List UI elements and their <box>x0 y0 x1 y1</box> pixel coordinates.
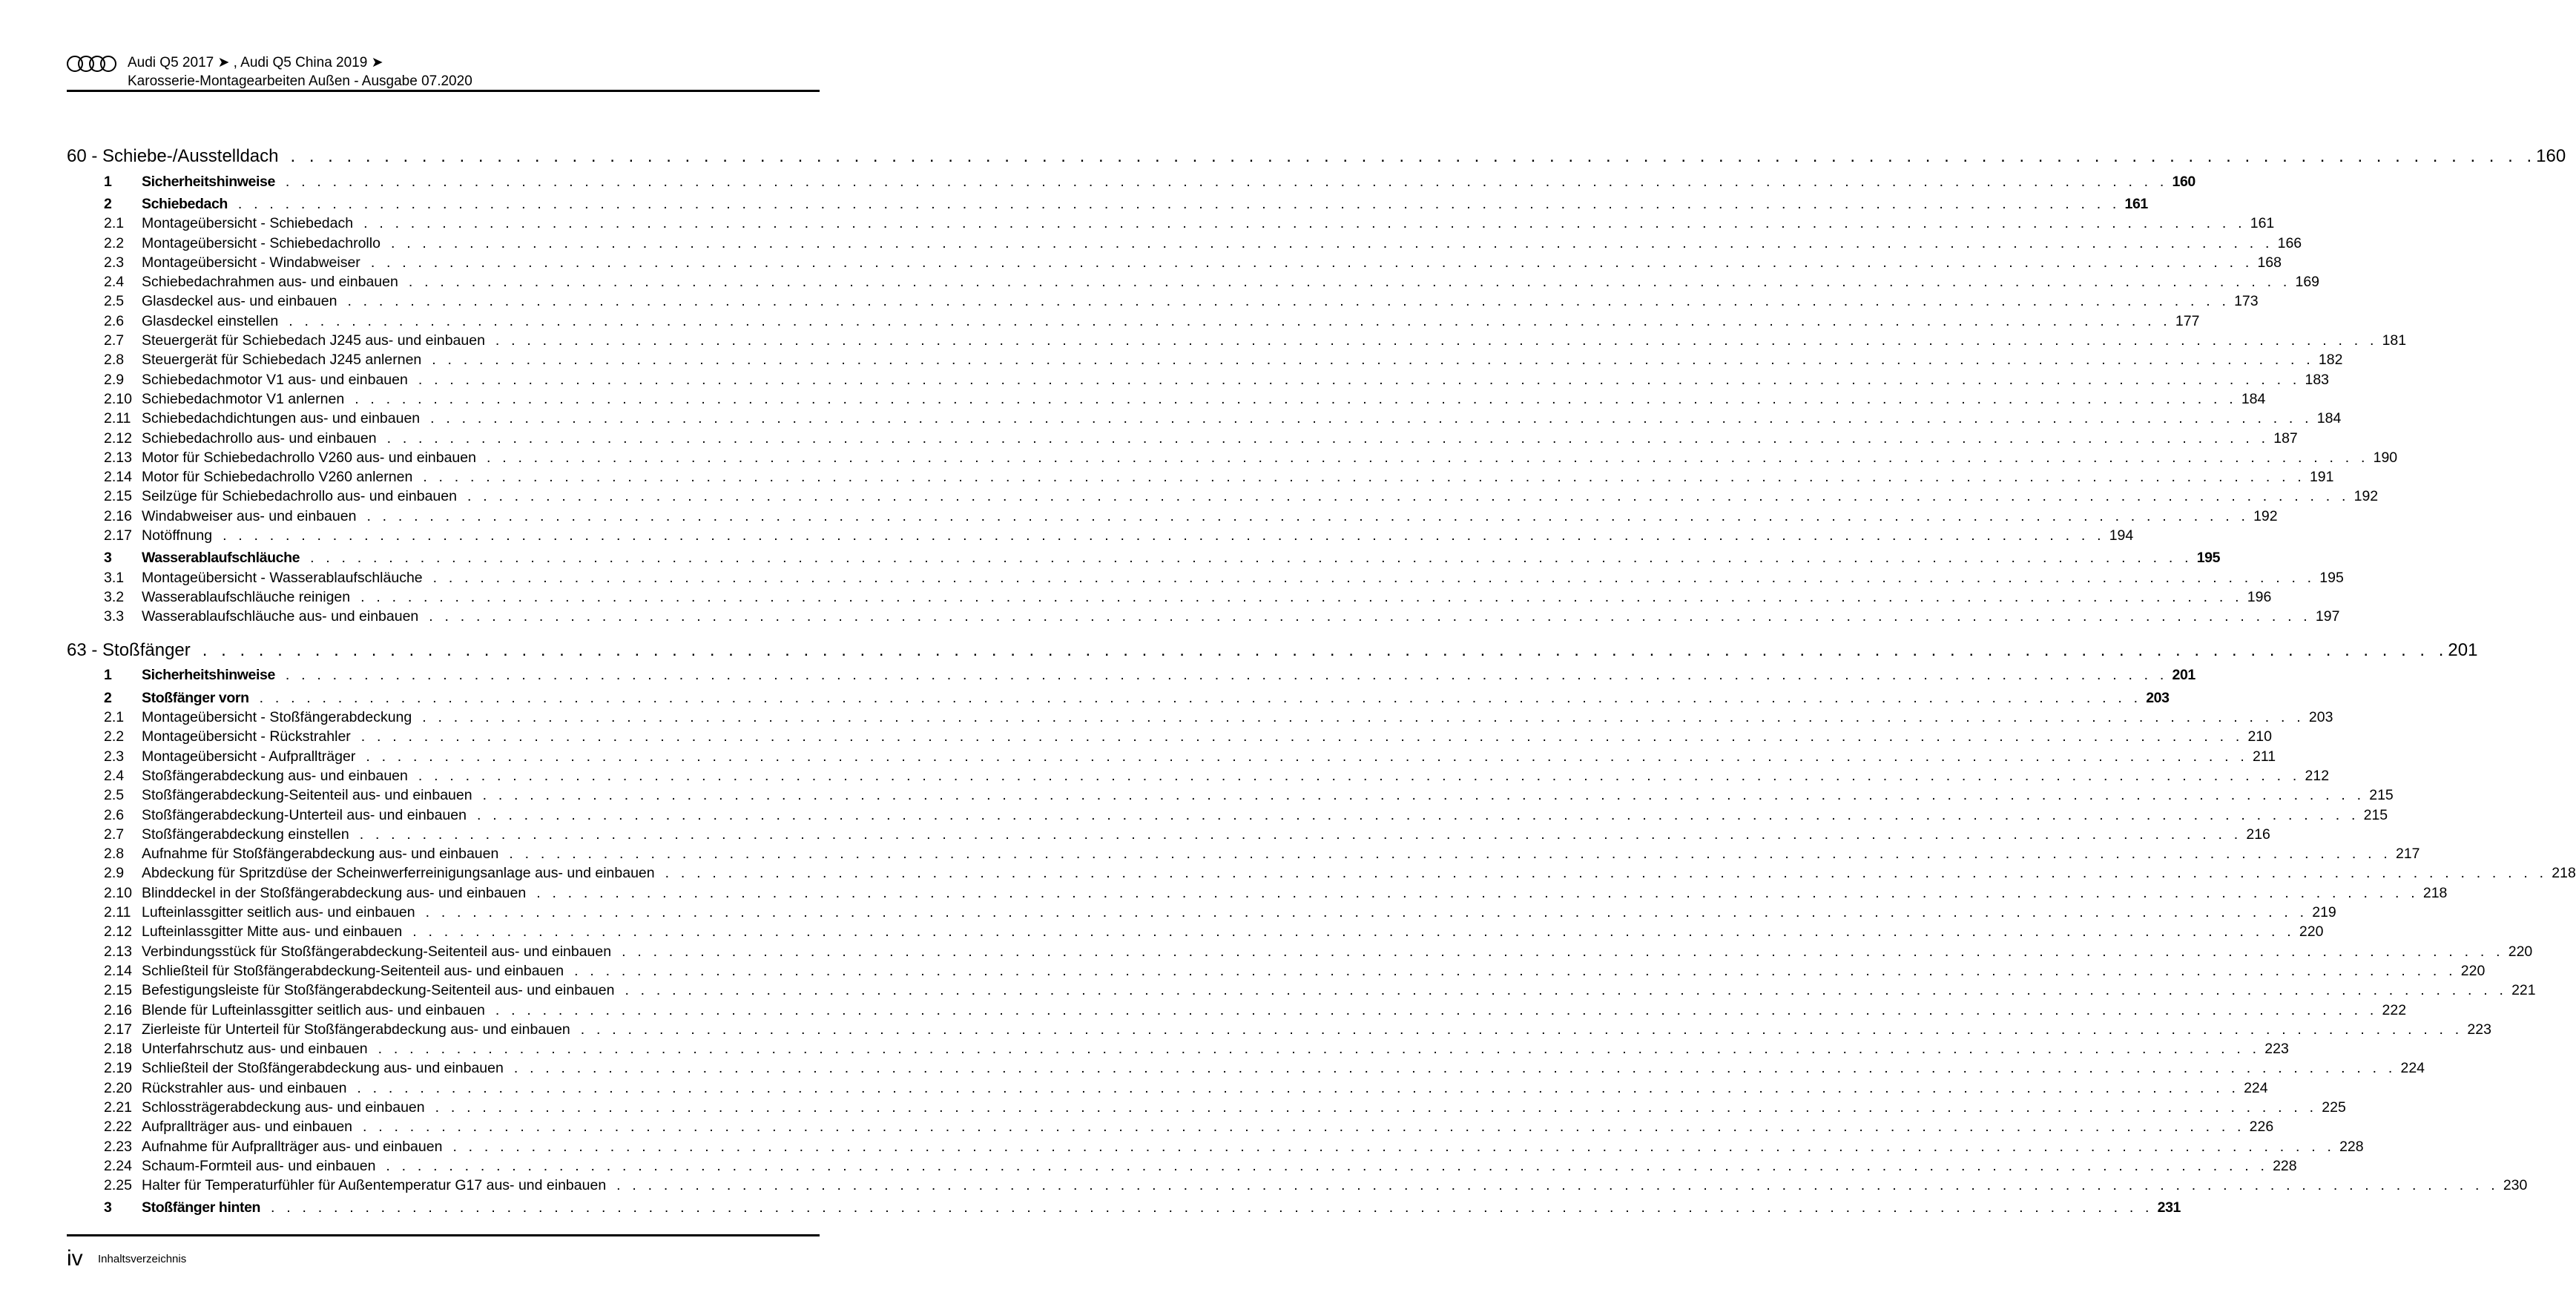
dot-leader: . . . . . . . . . . . . . . . . . . . . . . . . . . . . . . . . . . . . . . . . . . . . . . . . . . . . . . . . . . . . . . . . . . . . . . . . . . . . . . . . . . . . . . . . . . . . . . . . . . . . . . . . . . . . . . . . . . . . . . . . <box>378 1041 2261 1058</box>
footer-label: Inhaltsverzeichnis <box>98 1253 187 1265</box>
dot-leader: . . . . . . . . . . . . . . . . . . . . . . . . . . . . . . . . . . . . . . . . . . . . . . . . . . . . . . . . . . . . . . . . . . . . . . . . . . . . . . . . . . . . . . . . . . . . . . . . . . . . . . . . . . . . . . . . . . . . . . . . <box>467 488 2350 505</box>
entry-page: 191 <box>2309 469 2334 486</box>
entry-page: 195 <box>2196 550 2221 567</box>
entry-number: 2.8 <box>104 846 125 863</box>
dot-leader: . . . . . . . . . . . . . . . . . . . . . . . . . . . . . . . . . . . . . . . . . . . . . . . . . . . . . . . . . . . . . . . . . . . . . . . . . . . . . . . . . . . . . . . . . . . . . . . . . . . . . . . . . . . . . . . . . . . . . . . . <box>357 1079 2240 1096</box>
entry-page: 211 <box>2252 748 2276 765</box>
entry-number: 2 <box>104 689 112 706</box>
entry-number: 2.12 <box>104 429 132 447</box>
entry-page: 215 <box>2363 806 2388 823</box>
toc-section[interactable] <box>67 194 2148 214</box>
entry-number: 1 <box>104 667 112 684</box>
entry-number: 2.9 <box>104 865 125 882</box>
entry-number: 3.1 <box>104 569 125 586</box>
entry-number: 2.4 <box>104 274 125 291</box>
entry-page: 210 <box>2247 728 2272 745</box>
dot-leader: . . . . . . . . . . . . . . . . . . . . . . . . . . . . . . . . . . . . . . . . . . . . . . . . . . . . . . . . . . . . . . . . . . . . . . . . . . . . . . . . . . . . . . . . . . . . . . . . . . . . . . . . . . . . . . . . . . . . . . . . <box>665 865 2548 882</box>
toc-entry[interactable] <box>67 825 2270 844</box>
dot-leader: . . . . . . . . . . . . . . . . . . . . . . . . . . . . . . . . . . . . . . . . . . . . . . . . . . . . . . . . . . . . . . . . . . . . . . . . . . . . . . . . . . . . . . . . . . . . . . . . . . . . . . . . . . . . . . . . . . . . . . . . <box>271 1199 2153 1216</box>
entry-page: 183 <box>2305 371 2330 388</box>
toc-entry[interactable] <box>67 1039 2289 1058</box>
entry-number: 2.13 <box>104 449 132 466</box>
toc-section[interactable] <box>67 666 2195 685</box>
entry-title: Schiebedachmotor V1 aus- und einbauen <box>142 371 408 388</box>
toc-entry[interactable] <box>67 1156 2297 1176</box>
entry-number: 2.18 <box>104 1041 132 1058</box>
toc-entry[interactable] <box>67 747 2276 766</box>
dot-leader: . . . . . . . . . . . . . . . . . . . . . . . . . . . . . . . . . . . . . . . . . . . . . . . . . . . . . . . . . . . . . . . . . . . . . . . . . . . . . . . . . . . . . . . . . . . . . . . . . . . . . . . . . . . . . . . . . . . . . . . . <box>536 884 2419 901</box>
toc-entry[interactable] <box>67 487 2379 507</box>
entry-title: Abdeckung für Spritzdüse der Scheinwerferreinigungsanlage aus- und einbauen <box>142 865 655 882</box>
entry-page: 223 <box>2467 1021 2491 1038</box>
entry-page: 203 <box>2308 709 2333 726</box>
entry-page: 192 <box>2253 507 2278 524</box>
entry-number: 2.2 <box>104 234 125 251</box>
entry-title: Montageübersicht - Aufprallträger <box>142 748 356 765</box>
entry-page: 231 <box>2157 1199 2181 1216</box>
toc-entry[interactable] <box>67 806 2388 825</box>
entry-page: 192 <box>2353 488 2379 505</box>
entry-page: 224 <box>2244 1079 2268 1096</box>
entry-number: 2.11 <box>104 410 131 427</box>
entry-title: Montageübersicht - Schiebedach <box>142 215 354 232</box>
entry-number: 2.20 <box>104 1079 132 1096</box>
entry-page: 177 <box>2175 312 2200 329</box>
entry-number: 3 <box>104 1199 112 1216</box>
toc-entry[interactable] <box>67 864 2576 883</box>
entry-number: 2.3 <box>104 748 125 765</box>
entry-number: 2.22 <box>104 1119 132 1136</box>
entry-page: 203 <box>2146 689 2170 706</box>
entry-title: Verbindungsstück für Stoßfängerabdeckung-Seitenteil aus- und einbauen <box>142 943 612 960</box>
toc-entry[interactable] <box>67 526 2134 545</box>
entry-number: 2.21 <box>104 1099 132 1116</box>
entry-number: 2.14 <box>104 469 132 486</box>
dot-leader: . . . . . . . . . . . . . . . . . . . . . . . . . . . . . . . . . . . . . . . . . . . . . . . . . . . . . . . . . . . . . . . . . . . . . . . . . . . . . . . . . . . . . . . . . . . . . . . . . . . . . . . . . . . . . . . . . . . . . . . . <box>580 1021 2463 1038</box>
entry-page: 220 <box>2299 923 2324 941</box>
entry-title: Befestigungsleiste für Stoßfängerabdeckung-Seitenteil aus- und einbauen <box>142 982 615 999</box>
toc-entry[interactable] <box>67 607 2340 627</box>
dot-leader: . . . . . . . . . . . . . . . . . . . . . . . . . . . . . . . . . . . . . . . . . . . . . . . . . . . . . . . . . . . . . . . . . . . . . . . . . . . . . . . . . . . . . . . . . . . . . . . . . . . . . . . . . . . . . . . . . . . . . . . . <box>486 449 2369 466</box>
dot-leader: . . . . . . . . . . . . . . . . . . . . . . . . . . . . . . . . . . . . . . . . . . . . . . . . . . . . . . . . . . . . . . . . . . . . . . . . . . . . . . . . . . . . . . . . . . . . . . . . . . . . . . . . . . . . . . . . . . . . . . . . <box>370 254 2253 271</box>
entry-page: 228 <box>2273 1157 2297 1174</box>
toc-entry[interactable] <box>67 1098 2346 1117</box>
entry-page: 166 <box>2277 234 2302 251</box>
entry-number: 2.4 <box>104 767 125 784</box>
toc-entry[interactable] <box>67 1118 2274 1137</box>
entry-title: Aufnahme für Aufprallträger aus- und einbauen <box>142 1138 443 1155</box>
entry-title: Steuergerät für Schiebedach J245 anlernen <box>142 352 422 369</box>
entry-title: Motor für Schiebedachrollo V260 anlernen <box>142 469 413 486</box>
entry-number: 2.1 <box>104 215 125 232</box>
entry-number: 2.2 <box>104 728 125 745</box>
dot-leader: . . . . . . . . . . . . . . . . . . . . . . . . . . . . . . . . . . . . . . . . . . . . . . . . . . . . . . . . . . . . . . . . . . . . . . . . . . . . . . . . . . . . . . . . . . . . . . . . . . . . . . . . . . . . . . . . . . . . . . . . <box>290 146 2537 166</box>
toc-entry[interactable] <box>67 389 2266 409</box>
entry-number: 2.1 <box>104 709 125 726</box>
dot-leader: . . . . . . . . . . . . . . . . . . . . . . . . . . . . . . . . . . . . . . . . . . . . . . . . . . . . . . . . . . . . . . . . . . . . . . . . . . . . . . . . . . . . . . . . . . . . . . . . . . . . . . . . . . . . . . . . . . . . . . . . <box>363 1119 2245 1136</box>
entry-page: 224 <box>2400 1060 2425 1077</box>
entry-page: 161 <box>2250 215 2275 232</box>
entry-title: Lufteinlassgitter seitlich aus- und einbauen <box>142 904 415 921</box>
footer-page-number: iv <box>67 1246 83 1271</box>
dot-leader: . . . . . . . . . . . . . . . . . . . . . . . . . . . . . . . . . . . . . . . . . . . . . . . . . . . . . . . . . . . . . . . . . . . . . . . . . . . . . . . . . . . . . . . . . . . . . . . . . . . . . . . . . . . . . . . . . . . . . . . . <box>285 173 2168 190</box>
entry-number: 3.2 <box>104 588 125 605</box>
entry-title: Stoßfänger hinten <box>142 1199 261 1216</box>
dot-leader: . . . . . . . . . . . . . . . . . . . . . . . . . . . . . . . . . . . . . . . . . . . . . . . . . . . . . . . . . . . . . . . . . . . . . . . . . . . . . . . . . . . . . . . . . . . . . . . . . . . . . . . . . . . . . . . . . . . . . . . . <box>616 1177 2499 1194</box>
toc-entry[interactable] <box>67 961 2486 981</box>
dot-leader: . . . . . . . . . . . . . . . . . . . . . . . . . . . . . . . . . . . . . . . . . . . . . . . . . . . . . . . . . . . . . . . . . . . . . . . . . . . . . . . . . . . . . . . . . . . . . . . . . . . . . . . . . . . . . . . . . . . . . . . . <box>452 1138 2336 1155</box>
entry-title: Aufnahme für Stoßfängerabdeckung aus- und einbauen <box>142 846 499 863</box>
entry-number: 2.11 <box>104 904 131 921</box>
entry-number: 2.12 <box>104 923 132 941</box>
entry-page: 194 <box>2109 527 2134 544</box>
entry-page: 218 <box>2552 865 2576 882</box>
dot-leader: . . . . . . . . . . . . . . . . . . . . . . . . . . . . . . . . . . . . . . . . . . . . . . . . . . . . . . . . . . . . . . . . . . . . . . . . . . . . . . . . . . . . . . . . . . . . . . . . . . . . . . . . . . . . . . . . . . . . . . . . <box>430 410 2313 427</box>
dot-leader: . . . . . . . . . . . . . . . . . . . . . . . . . . . . . . . . . . . . . . . . . . . . . . . . . . . . . . . . . . . . . . . . . . . . . . . . . . . . . . . . . . . . . . . . . . . . . . . . . . . . . . . . . . . . . . . . . . . . . . . . <box>513 1060 2397 1077</box>
toc-entry[interactable] <box>67 253 2282 272</box>
dot-leader: . . . . . . . . . . . . . . . . . . . . . . . . . . . . . . . . . . . . . . . . . . . . . . . . . . . . . . . . . . . . . . . . . . . . . . . . . . . . . . . . . . . . . . . . . . . . . . . . . . . . . . . . . . . . . . . . . . . . . . . . <box>622 943 2504 960</box>
dot-leader: . . . . . . . . . . . . . . . . . . . . . . . . . . . . . . . . . . . . . . . . . . . . . . . . . . . . . . . . . . . . . . . . . . . . . . . . . . . . . . . . . . . . . . . . . . . . . . . . . . . . . . . . . . . . . . . . . . . . . . . . <box>418 371 2301 388</box>
entry-title: Notöffnung <box>142 527 213 544</box>
dot-leader: . . . . . . . . . . . . . . . . . . . . . . . . . . . . . . . . . . . . . . . . . . . . . . . . . . . . . . . . . . . . . . . . . . . . . . . . . . . . . . . . . . . . . . . . . . . . . . . . . . . . . . . . . . . . . . . . . . . . . . . . <box>423 469 2305 486</box>
entry-number: 2.16 <box>104 1001 132 1018</box>
dot-leader: . . . . . . . . . . . . . . . . . . . . . . . . . . . . . . . . . . . . . . . . . . . . . . . . . . . . . . . . . . . . . . . . . . . . . . . . . . . . . . . . . . . . . . . . . . . . . . . . . . . . . . . . . . . . . . . . . . . . . . . . <box>202 639 2448 660</box>
entry-page: 160 <box>2172 173 2195 190</box>
dot-leader: . . . . . . . . . . . . . . . . . . . . . . . . . . . . . . . . . . . . . . . . . . . . . . . . . . . . . . . . . . . . . . . . . . . . . . . . . . . . . . . . . . . . . . . . . . . . . . . . . . . . . . . . . . . . . . . . . . . . . . . . <box>425 904 2308 921</box>
entry-title: Stoßfänger vorn <box>142 689 249 706</box>
entry-title: Lufteinlassgitter Mitte aus- und einbauen <box>142 923 403 941</box>
entry-title: Unterfahrschutz aus- und einbauen <box>142 1041 368 1058</box>
entry-title: Wasserablaufschläuche aus- und einbauen <box>142 608 419 625</box>
toc-entry[interactable] <box>67 409 2342 429</box>
entry-title: Rückstrahler aus- und einbauen <box>142 1079 347 1096</box>
header-divider <box>67 90 820 92</box>
entry-number: 2.7 <box>104 332 125 349</box>
entry-page: 201 <box>2172 667 2195 684</box>
entry-number: 2.15 <box>104 488 132 505</box>
entry-page: 230 <box>2503 1177 2528 1194</box>
entry-page: 215 <box>2369 787 2394 804</box>
entry-title: Montageübersicht - Windabweiser <box>142 254 360 271</box>
entry-number: 2.5 <box>104 787 125 804</box>
entry-title: Stoßfängerabdeckung-Seitenteil aus- und einbauen <box>142 787 472 804</box>
toc-entry[interactable] <box>67 370 2330 389</box>
entry-title: Schiebedachmotor V1 anlernen <box>142 390 345 407</box>
dot-leader: . . . . . . . . . . . . . . . . . . . . . . . . . . . . . . . . . . . . . . . . . . . . . . . . . . . . . . . . . . . . . . . . . . . . . . . . . . . . . . . . . . . . . . . . . . . . . . . . . . . . . . . . . . . . . . . . . . . . . . . . <box>432 352 2314 369</box>
dot-leader: . . . . . . . . . . . . . . . . . . . . . . . . . . . . . . . . . . . . . . . . . . . . . . . . . . . . . . . . . . . . . . . . . . . . . . . . . . . . . . . . . . . . . . . . . . . . . . . . . . . . . . . . . . . . . . . . . . . . . . . . <box>509 846 2391 863</box>
toc-entry[interactable] <box>67 942 2533 961</box>
dot-leader: . . . . . . . . . . . . . . . . . . . . . . . . . . . . . . . . . . . . . . . . . . . . . . . . . . . . . . . . . . . . . . . . . . . . . . . . . . . . . . . . . . . . . . . . . . . . . . . . . . . . . . . . . . . . . . . . . . . . . . . . <box>347 293 2230 310</box>
toc-section[interactable] <box>67 1199 2181 1218</box>
toc-entry[interactable] <box>67 1020 2491 1039</box>
entry-number: 2.7 <box>104 826 125 843</box>
toc-entry[interactable] <box>67 448 2398 467</box>
toc-entry[interactable] <box>67 883 2448 903</box>
table-of-contents <box>67 144 2576 1218</box>
toc-entry[interactable] <box>67 1176 2528 1196</box>
entry-title: Montageübersicht - Wasserablaufschläuche <box>142 569 423 586</box>
entry-page: 225 <box>2322 1099 2346 1116</box>
dot-leader: . . . . . . . . . . . . . . . . . . . . . . . . . . . . . . . . . . . . . . . . . . . . . . . . . . . . . . . . . . . . . . . . . . . . . . . . . . . . . . . . . . . . . . . . . . . . . . . . . . . . . . . . . . . . . . . . . . . . . . . . <box>310 550 2193 567</box>
entry-title: Stoßfängerabdeckung aus- und einbauen <box>142 767 408 784</box>
entry-title: Aufprallträger aus- und einbauen <box>142 1119 353 1136</box>
dot-leader: . . . . . . . . . . . . . . . . . . . . . . . . . . . . . . . . . . . . . . . . . . . . . . . . . . . . . . . . . . . . . . . . . . . . . . . . . . . . . . . . . . . . . . . . . . . . . . . . . . . . . . . . . . . . . . . . . . . . . . . . <box>359 826 2242 843</box>
entry-title: Montageübersicht - Schiebedachrollo <box>142 234 381 251</box>
dot-leader: . . . . . . . . . . . . . . . . . . . . . . . . . . . . . . . . . . . . . . . . . . . . . . . . . . . . . . . . . . . . . . . . . . . . . . . . . . . . . . . . . . . . . . . . . . . . . . . . . . . . . . . . . . . . . . . . . . . . . . . . <box>386 429 2270 447</box>
entry-title: Halter für Temperaturfühler für Außentemperatur G17 aus- und einbauen <box>142 1177 607 1194</box>
toc-entry[interactable] <box>67 766 2330 785</box>
entry-title: Montageübersicht - Stoßfängerabdeckung <box>142 709 412 726</box>
toc-entry[interactable] <box>67 429 2298 448</box>
footer-divider <box>67 1234 820 1236</box>
toc-entry[interactable] <box>67 1078 2268 1098</box>
entry-page: 182 <box>2318 352 2343 369</box>
toc-entry[interactable] <box>67 467 2334 487</box>
entry-page: 161 <box>2124 195 2148 212</box>
dot-leader: . . . . . . . . . . . . . . . . . . . . . . . . . . . . . . . . . . . . . . . . . . . . . . . . . . . . . . . . . . . . . . . . . . . . . . . . . . . . . . . . . . . . . . . . . . . . . . . . . . . . . . . . . . . . . . . . . . . . . . . . <box>366 748 2248 765</box>
entry-title: Schließteil für Stoßfängerabdeckung-Seitenteil aus- und einbauen <box>142 962 564 979</box>
entry-title: Schiebedachrahmen aus- und einbauen <box>142 274 398 291</box>
entry-page: 222 <box>2382 1001 2407 1018</box>
entry-number: 3.3 <box>104 608 125 625</box>
entry-page: 181 <box>2382 332 2407 349</box>
dot-leader: . . . . . . . . . . . . . . . . . . . . . . . . . . . . . . . . . . . . . . . . . . . . . . . . . . . . . . . . . . . . . . . . . . . . . . . . . . . . . . . . . . . . . . . . . . . . . . . . . . . . . . . . . . . . . . . . . . . . . . . . <box>412 923 2295 941</box>
entry-number: 2.25 <box>104 1177 132 1194</box>
toc-entry[interactable] <box>67 214 2275 234</box>
entry-number: 2.9 <box>104 371 125 388</box>
entry-title: Glasdeckel aus- und einbauen <box>142 293 337 310</box>
toc-section[interactable] <box>67 549 2221 568</box>
toc-entry[interactable] <box>67 728 2272 747</box>
dot-leader: . . . . . . . . . . . . . . . . . . . . . . . . . . . . . . . . . . . . . . . . . . . . . . . . . . . . . . . . . . . . . . . . . . . . . . . . . . . . . . . . . . . . . . . . . . . . . . . . . . . . . . . . . . . . . . . . . . . . . . . . <box>360 588 2243 605</box>
entry-title: Sicherheitshinweise <box>142 173 275 190</box>
header-manual-title: Karosserie-Montagearbeiten Außen - Ausgabe 07.2020 <box>128 73 472 89</box>
dot-leader: . . . . . . . . . . . . . . . . . . . . . . . . . . . . . . . . . . . . . . . . . . . . . . . . . . . . . . . . . . . . . . . . . . . . . . . . . . . . . . . . . . . . . . . . . . . . . . . . . . . . . . . . . . . . . . . . . . . . . . . . <box>574 962 2457 979</box>
dot-leader: . . . . . . . . . . . . . . . . . . . . . . . . . . . . . . . . . . . . . . . . . . . . . . . . . . . . . . . . . . . . . . . . . . . . . . . . . . . . . . . . . . . . . . . . . . . . . . . . . . . . . . . . . . . . . . . . . . . . . . . . <box>363 215 2246 232</box>
toc-entry[interactable] <box>67 708 2333 727</box>
dot-leader: . . . . . . . . . . . . . . . . . . . . . . . . . . . . . . . . . . . . . . . . . . . . . . . . . . . . . . . . . . . . . . . . . . . . . . . . . . . . . . . . . . . . . . . . . . . . . . . . . . . . . . . . . . . . . . . . . . . . . . . . <box>386 1157 2269 1174</box>
entry-number: 2 <box>104 195 112 212</box>
dot-leader: . . . . . . . . . . . . . . . . . . . . . . . . . . . . . . . . . . . . . . . . . . . . . . . . . . . . . . . . . . . . . . . . . . . . . . . . . . . . . . . . . . . . . . . . . . . . . . . . . . . . . . . . . . . . . . . . . . . . . . . . <box>495 1001 2378 1018</box>
chapter-title: 63 - Stoßfänger <box>67 639 191 660</box>
entry-title: Schließteil der Stoßfängerabdeckung aus- und einbauen <box>142 1060 504 1077</box>
entry-number: 2.3 <box>104 254 125 271</box>
dot-leader: . . . . . . . . . . . . . . . . . . . . . . . . . . . . . . . . . . . . . . . . . . . . . . . . . . . . . . . . . . . . . . . . . . . . . . . . . . . . . . . . . . . . . . . . . . . . . . . . . . . . . . . . . . . . . . . . . . . . . . . . <box>366 507 2250 524</box>
entry-number: 2.17 <box>104 1021 132 1038</box>
audi-rings-logo <box>67 55 117 73</box>
entry-number: 2.17 <box>104 527 132 544</box>
dot-leader: . . . . . . . . . . . . . . . . . . . . . . . . . . . . . . . . . . . . . . . . . . . . . . . . . . . . . . . . . . . . . . . . . . . . . . . . . . . . . . . . . . . . . . . . . . . . . . . . . . . . . . . . . . . . . . . . . . . . . . . . <box>476 806 2359 823</box>
toc-entry[interactable] <box>67 981 2536 1001</box>
entry-number: 2.24 <box>104 1157 132 1174</box>
entry-title: Blinddeckel in der Stoßfängerabdeckung aus- und einbauen <box>142 884 527 901</box>
entry-title: Wasserablaufschläuche <box>142 550 300 567</box>
chapter-heading[interactable] <box>67 638 2478 663</box>
chapter-heading[interactable] <box>67 144 2566 169</box>
dot-leader: . . . . . . . . . . . . . . . . . . . . . . . . . . . . . . . . . . . . . . . . . . . . . . . . . . . . . . . . . . . . . . . . . . . . . . . . . . . . . . . . . . . . . . . . . . . . . . . . . . . . . . . . . . . . . . . . . . . . . . . . <box>408 274 2291 291</box>
dot-leader: . . . . . . . . . . . . . . . . . . . . . . . . . . . . . . . . . . . . . . . . . . . . . . . . . . . . . . . . . . . . . . . . . . . . . . . . . . . . . . . . . . . . . . . . . . . . . . . . . . . . . . . . . . . . . . . . . . . . . . . . <box>237 195 2121 212</box>
toc-entry[interactable] <box>67 587 2272 607</box>
entry-page: 187 <box>2273 429 2298 447</box>
entry-title: Schiebedach <box>142 195 228 212</box>
entry-title: Stoßfängerabdeckung-Unterteil aus- und einbauen <box>142 806 467 823</box>
entry-title: Seilzüge für Schiebedachrollo aus- und einbauen <box>142 488 457 505</box>
dot-leader: . . . . . . . . . . . . . . . . . . . . . . . . . . . . . . . . . . . . . . . . . . . . . . . . . . . . . . . . . . . . . . . . . . . . . . . . . . . . . . . . . . . . . . . . . . . . . . . . . . . . . . . . . . . . . . . . . . . . . . . . <box>259 689 2142 706</box>
toc-entry[interactable] <box>67 568 2344 587</box>
entry-page: 169 <box>2295 274 2320 291</box>
chapter-page: 160 <box>2536 146 2566 166</box>
dot-leader: . . . . . . . . . . . . . . . . . . . . . . . . . . . . . . . . . . . . . . . . . . . . . . . . . . . . . . . . . . . . . . . . . . . . . . . . . . . . . . . . . . . . . . . . . . . . . . . . . . . . . . . . . . . . . . . . . . . . . . . . <box>625 982 2508 999</box>
chapter-page: 201 <box>2448 639 2478 660</box>
entry-number: 2.19 <box>104 1060 132 1077</box>
toc-entry[interactable] <box>67 292 2259 312</box>
entry-number: 1 <box>104 173 112 190</box>
chapter-title: 60 - Schiebe-/Ausstelldach <box>67 146 279 166</box>
entry-title: Schiebedachdichtungen aus- und einbauen <box>142 410 421 427</box>
dot-leader: . . . . . . . . . . . . . . . . . . . . . . . . . . . . . . . . . . . . . . . . . . . . . . . . . . . . . . . . . . . . . . . . . . . . . . . . . . . . . . . . . . . . . . . . . . . . . . . . . . . . . . . . . . . . . . . . . . . . . . . . <box>418 767 2301 784</box>
entry-page: 197 <box>2315 608 2340 625</box>
entry-number: 2.14 <box>104 962 132 979</box>
entry-page: 190 <box>2373 449 2398 466</box>
entry-title: Sicherheitshinweise <box>142 667 275 684</box>
entry-page: 216 <box>2246 826 2270 843</box>
toc-entry[interactable] <box>67 331 2407 350</box>
toc-section[interactable] <box>67 688 2170 708</box>
entry-title: Montageübersicht - Rückstrahler <box>142 728 351 745</box>
dot-leader: . . . . . . . . . . . . . . . . . . . . . . . . . . . . . . . . . . . . . . . . . . . . . . . . . . . . . . . . . . . . . . . . . . . . . . . . . . . . . . . . . . . . . . . . . . . . . . . . . . . . . . . . . . . . . . . . . . . . . . . . <box>390 234 2273 251</box>
dot-leader: . . . . . . . . . . . . . . . . . . . . . . . . . . . . . . . . . . . . . . . . . . . . . . . . . . . . . . . . . . . . . . . . . . . . . . . . . . . . . . . . . . . . . . . . . . . . . . . . . . . . . . . . . . . . . . . . . . . . . . . . <box>435 1099 2318 1116</box>
entry-page: 221 <box>2511 982 2536 999</box>
entry-page: 220 <box>2460 962 2486 979</box>
entry-number: 2.16 <box>104 507 132 524</box>
dot-leader: . . . . . . . . . . . . . . . . . . . . . . . . . . . . . . . . . . . . . . . . . . . . . . . . . . . . . . . . . . . . . . . . . . . . . . . . . . . . . . . . . . . . . . . . . . . . . . . . . . . . . . . . . . . . . . . . . . . . . . . . <box>289 312 2171 329</box>
toc-entry[interactable] <box>67 234 2302 253</box>
entry-page: 196 <box>2247 588 2272 605</box>
entry-page: 168 <box>2257 254 2282 271</box>
entry-number: 2.5 <box>104 293 125 310</box>
toc-entry[interactable] <box>67 272 2320 292</box>
entry-number: 2.6 <box>104 806 125 823</box>
toc-entry[interactable] <box>67 312 2200 331</box>
entry-title: Schiebedachrollo aus- und einbauen <box>142 429 377 447</box>
entry-number: 2.23 <box>104 1138 132 1155</box>
entry-title: Motor für Schiebedachrollo V260 aus- und einbauen <box>142 449 476 466</box>
toc-entry[interactable] <box>67 1137 2364 1156</box>
entry-page: 173 <box>2234 293 2259 310</box>
dot-leader: . . . . . . . . . . . . . . . . . . . . . . . . . . . . . . . . . . . . . . . . . . . . . . . . . . . . . . . . . . . . . . . . . . . . . . . . . . . . . . . . . . . . . . . . . . . . . . . . . . . . . . . . . . . . . . . . . . . . . . . . <box>432 569 2316 586</box>
entry-title: Schaum-Formteil aus- und einbauen <box>142 1157 376 1174</box>
entry-title: Stoßfängerabdeckung einstellen <box>142 826 349 843</box>
dot-leader: . . . . . . . . . . . . . . . . . . . . . . . . . . . . . . . . . . . . . . . . . . . . . . . . . . . . . . . . . . . . . . . . . . . . . . . . . . . . . . . . . . . . . . . . . . . . . . . . . . . . . . . . . . . . . . . . . . . . . . . . <box>482 787 2365 804</box>
entry-number: 2.10 <box>104 390 132 407</box>
dot-leader: . . . . . . . . . . . . . . . . . . . . . . . . . . . . . . . . . . . . . . . . . . . . . . . . . . . . . . . . . . . . . . . . . . . . . . . . . . . . . . . . . . . . . . . . . . . . . . . . . . . . . . . . . . . . . . . . . . . . . . . . <box>223 527 2105 544</box>
toc-entry[interactable] <box>67 923 2324 942</box>
dot-leader: . . . . . . . . . . . . . . . . . . . . . . . . . . . . . . . . . . . . . . . . . . . . . . . . . . . . . . . . . . . . . . . . . . . . . . . . . . . . . . . . . . . . . . . . . . . . . . . . . . . . . . . . . . . . . . . . . . . . . . . . <box>495 332 2378 349</box>
header-vehicle-models: Audi Q5 2017 ➤ , Audi Q5 China 2019 ➤ <box>128 55 383 70</box>
entry-page: 223 <box>2264 1041 2289 1058</box>
dot-leader: . . . . . . . . . . . . . . . . . . . . . . . . . . . . . . . . . . . . . . . . . . . . . . . . . . . . . . . . . . . . . . . . . . . . . . . . . . . . . . . . . . . . . . . . . . . . . . . . . . . . . . . . . . . . . . . . . . . . . . . . <box>429 608 2311 625</box>
entry-page: 218 <box>2422 884 2448 901</box>
toc-entry[interactable] <box>67 507 2278 526</box>
dot-leader: . . . . . . . . . . . . . . . . . . . . . . . . . . . . . . . . . . . . . . . . . . . . . . . . . . . . . . . . . . . . . . . . . . . . . . . . . . . . . . . . . . . . . . . . . . . . . . . . . . . . . . . . . . . . . . . . . . . . . . . . <box>422 709 2305 726</box>
entry-page: 217 <box>2395 846 2420 863</box>
entry-number: 2.13 <box>104 943 132 960</box>
entry-title: Glasdeckel einstellen <box>142 312 279 329</box>
entry-page: 219 <box>2312 904 2336 921</box>
dot-leader: . . . . . . . . . . . . . . . . . . . . . . . . . . . . . . . . . . . . . . . . . . . . . . . . . . . . . . . . . . . . . . . . . . . . . . . . . . . . . . . . . . . . . . . . . . . . . . . . . . . . . . . . . . . . . . . . . . . . . . . . <box>360 728 2244 745</box>
toc-entry[interactable] <box>67 351 2343 370</box>
toc-section[interactable] <box>67 172 2195 191</box>
entry-number: 2.6 <box>104 312 125 329</box>
entry-page: 226 <box>2249 1119 2274 1136</box>
entry-number: 3 <box>104 550 112 567</box>
entry-page: 212 <box>2305 767 2330 784</box>
entry-number: 2.15 <box>104 982 132 999</box>
entry-page: 195 <box>2319 569 2344 586</box>
entry-page: 220 <box>2508 943 2533 960</box>
entry-number: 2.8 <box>104 352 125 369</box>
entry-page: 184 <box>2316 410 2342 427</box>
entry-title: Steuergerät für Schiebedach J245 aus- und einbauen <box>142 332 485 349</box>
entry-title: Zierleiste für Unterteil für Stoßfängerabdeckung aus- und einbauen <box>142 1021 570 1038</box>
entry-number: 2.10 <box>104 884 132 901</box>
toc-entry[interactable] <box>67 1059 2425 1078</box>
entry-title: Wasserablaufschläuche reinigen <box>142 588 351 605</box>
dot-leader: . . . . . . . . . . . . . . . . . . . . . . . . . . . . . . . . . . . . . . . . . . . . . . . . . . . . . . . . . . . . . . . . . . . . . . . . . . . . . . . . . . . . . . . . . . . . . . . . . . . . . . . . . . . . . . . . . . . . . . . . <box>285 667 2168 684</box>
entry-page: 228 <box>2339 1138 2364 1155</box>
dot-leader: . . . . . . . . . . . . . . . . . . . . . . . . . . . . . . . . . . . . . . . . . . . . . . . . . . . . . . . . . . . . . . . . . . . . . . . . . . . . . . . . . . . . . . . . . . . . . . . . . . . . . . . . . . . . . . . . . . . . . . . . <box>355 390 2237 407</box>
entry-title: Schlossträgerabdeckung aus- und einbauen <box>142 1099 425 1116</box>
entry-title: Windabweiser aus- und einbauen <box>142 507 357 524</box>
entry-page: 184 <box>2241 390 2266 407</box>
toc-entry[interactable] <box>67 786 2394 806</box>
toc-entry[interactable] <box>67 845 2420 864</box>
toc-entry[interactable] <box>67 903 2336 922</box>
entry-title: Blende für Lufteinlassgitter seitlich aus- und einbauen <box>142 1001 485 1018</box>
toc-entry[interactable] <box>67 1001 2407 1020</box>
